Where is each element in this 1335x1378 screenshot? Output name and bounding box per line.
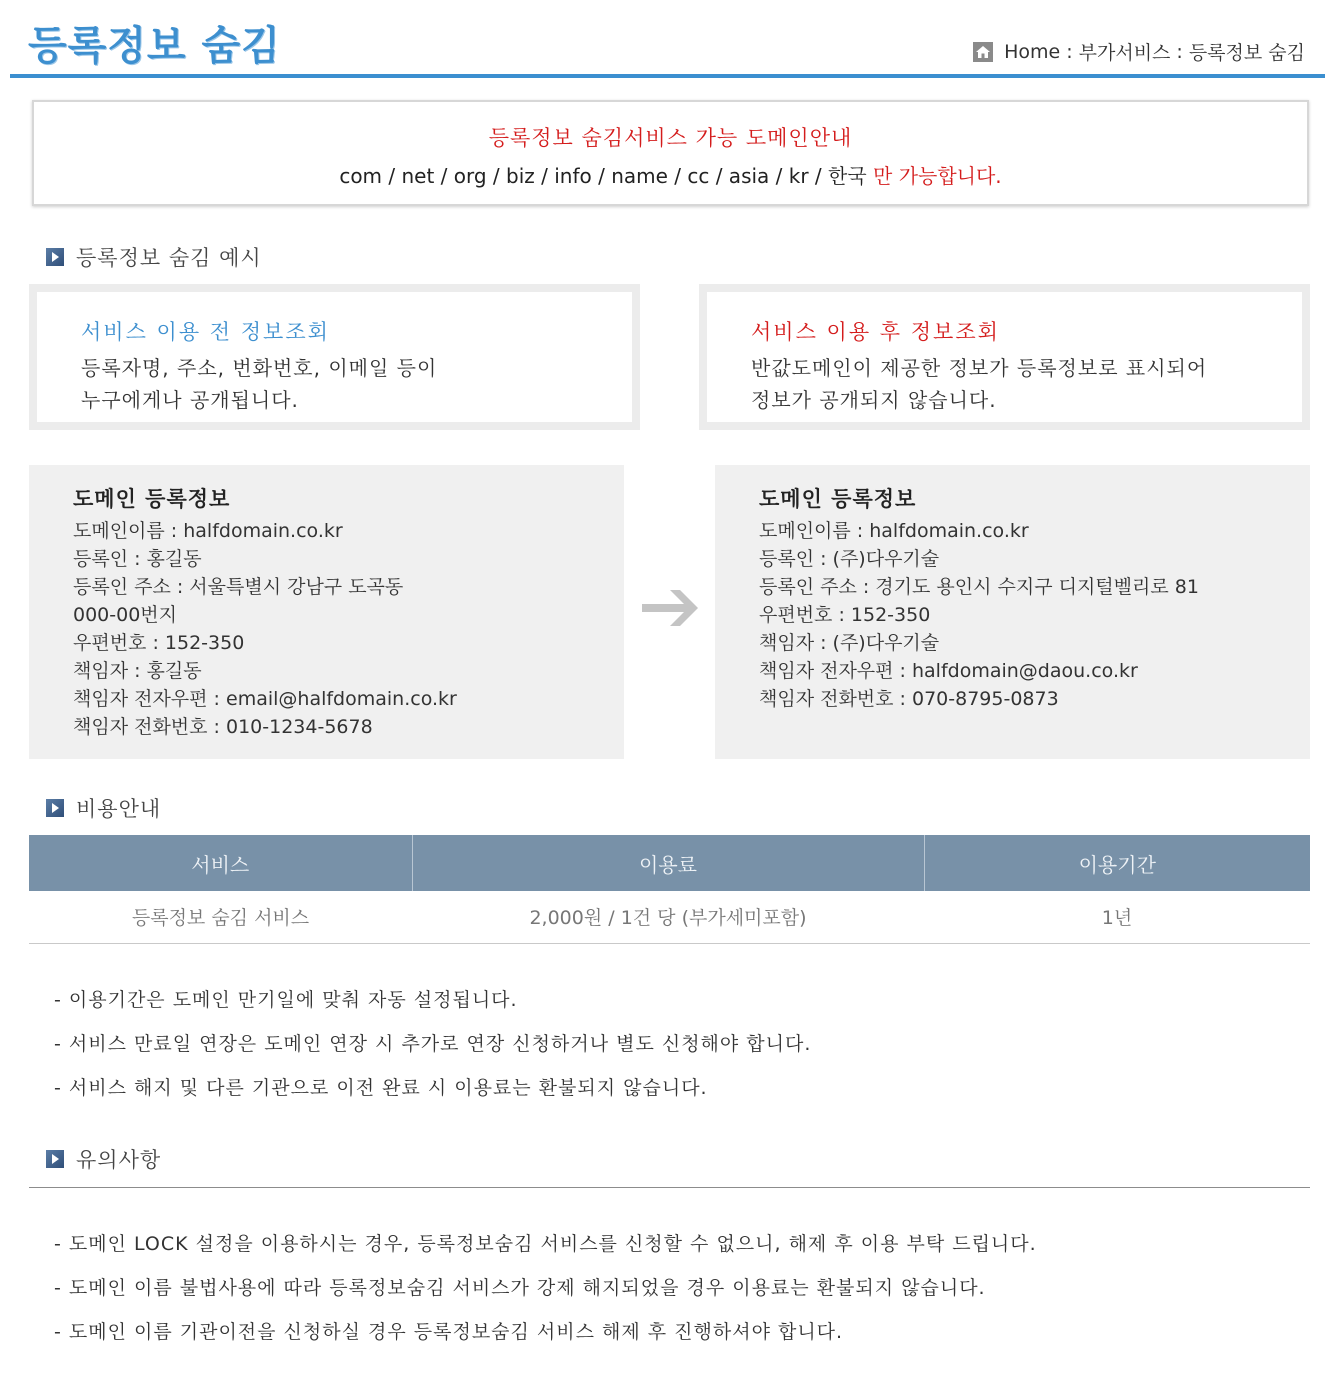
breadcrumb-current: 등록정보 숨김 xyxy=(1188,42,1305,64)
example-after-line: 반값도메인이 제공한 정보가 등록정보로 표시되어 xyxy=(751,356,1208,380)
whois-before-title: 도메인 등록정보 xyxy=(73,487,231,511)
section-heading-label: 비용안내 xyxy=(76,797,162,821)
whois-after-line: 등록인 주소 : 경기도 용인시 수지구 디지털벨리로 81 xyxy=(759,576,1199,598)
example-after-title: 서비스 이용 후 정보조회 xyxy=(751,320,1000,344)
breadcrumb-home[interactable]: Home xyxy=(1004,40,1061,63)
table-cell-fee: 2,000원 / 1건 당 (부가세미포함) xyxy=(412,891,924,943)
example-before-line: 등록자명, 주소, 번화번호, 이메일 등이 xyxy=(81,356,438,380)
list-item: - 이용기간은 도메인 만기일에 맞춰 자동 설정됩니다. xyxy=(54,989,518,1011)
whois-before-line: 도메인이름 : halfdomain.co.kr xyxy=(73,520,343,542)
whois-before-line: 000-00번지 xyxy=(73,604,178,626)
section-bullet-icon xyxy=(46,799,64,817)
example-after-box xyxy=(699,284,1310,430)
section-heading-label: 유의사항 xyxy=(76,1148,162,1172)
notice-domain-line xyxy=(34,160,1307,189)
page-title: 등록정보 숨김 xyxy=(28,23,281,69)
breadcrumb-addon-services[interactable]: 부가서비스 xyxy=(1078,42,1171,64)
whois-after-line: 등록인 : (주)다우기술 xyxy=(759,548,940,570)
notice-suffix: 만 가능합니다. xyxy=(873,164,1002,188)
whois-before-line: 책임자 : 홍길동 xyxy=(73,660,202,682)
whois-after-line: 책임자 : (주)다우기술 xyxy=(759,632,940,654)
whois-before-line: 우편번호 : 152-350 xyxy=(73,632,245,654)
table-header-fee: 이용료 xyxy=(412,835,924,891)
table-cell-service: 등록정보 숨김 서비스 xyxy=(29,891,412,943)
section-heading-fee xyxy=(46,793,161,823)
whois-before-line: 등록인 주소 : 서울특별시 강남구 도곡동 xyxy=(73,576,404,598)
example-before-box xyxy=(29,284,640,430)
whois-before-box xyxy=(29,465,624,759)
whois-after-box xyxy=(715,465,1310,759)
section-bullet-icon xyxy=(46,1150,64,1168)
list-item: - 도메인 LOCK 설정을 이용하시는 경우, 등록정보숨김 서비스를 신청할 수 없으니, 해제 후 이용 부탁 드립니다. xyxy=(54,1233,1037,1255)
whois-before-line: 책임자 전자우편 : email@halfdomain.co.kr xyxy=(73,688,457,710)
list-item: - 서비스 만료일 연장은 도메인 연장 시 추가로 연장 신청하거나 별도 신청해야 합니다. xyxy=(54,1033,812,1055)
example-before-line: 누구에게나 공개됩니다. xyxy=(81,388,299,412)
table-header-period: 이용기간 xyxy=(924,835,1310,891)
example-before-title: 서비스 이용 전 정보조회 xyxy=(81,320,330,344)
list-item: - 도메인 이름 기관이전을 신청하실 경우 등록정보숨김 서비스 해제 후 진행하셔야 합니다. xyxy=(54,1321,844,1343)
whois-after-line: 우편번호 : 152-350 xyxy=(759,604,931,626)
breadcrumb-separator: : xyxy=(1066,40,1073,63)
fee-table xyxy=(29,835,1310,944)
table-row xyxy=(29,891,1310,943)
table-header-service: 서비스 xyxy=(29,835,412,891)
whois-after-line: 책임자 전자우편 : halfdomain@daou.co.kr xyxy=(759,660,1138,682)
section-heading-label: 등록정보 숨김 예시 xyxy=(76,246,262,270)
list-item: - 도메인 이름 불법사용에 따라 등록정보숨김 서비스가 강제 해지되었을 경우 이용료는 환불되지 않습니다. xyxy=(54,1277,986,1299)
breadcrumb xyxy=(972,38,1305,65)
whois-before-line: 등록인 : 홍길동 xyxy=(73,548,202,570)
section-divider xyxy=(29,1187,1310,1188)
whois-after-title: 도메인 등록정보 xyxy=(759,487,917,511)
breadcrumb-separator: : xyxy=(1176,40,1183,63)
caution-notes xyxy=(54,1233,1037,1365)
table-cell-period: 1년 xyxy=(924,891,1310,943)
home-icon[interactable] xyxy=(972,41,994,63)
title-divider xyxy=(10,74,1325,78)
whois-before-line: 책임자 전화번호 : 010-1234-5678 xyxy=(73,716,373,738)
notice-title: 등록정보 숨김서비스 가능 도메인안내 xyxy=(488,126,853,150)
supported-domains-notice xyxy=(32,100,1309,206)
fee-notes xyxy=(54,989,811,1121)
example-after-line: 정보가 공개되지 않습니다. xyxy=(751,388,997,412)
list-item: - 서비스 해지 및 다른 기관으로 이전 완료 시 이용료는 환불되지 않습니다. xyxy=(54,1077,708,1099)
supported-domain-list: com / net / org / biz / info / name / cc / asia / kr / 한국 xyxy=(339,164,867,188)
section-bullet-icon xyxy=(46,248,64,266)
table-header-row xyxy=(29,835,1310,891)
whois-after-line: 책임자 전화번호 : 070-8795-0873 xyxy=(759,688,1059,710)
whois-after-line: 도메인이름 : halfdomain.co.kr xyxy=(759,520,1029,542)
arrow-right-icon xyxy=(640,585,704,631)
section-heading-caution xyxy=(46,1144,161,1174)
section-heading-example xyxy=(46,242,262,272)
